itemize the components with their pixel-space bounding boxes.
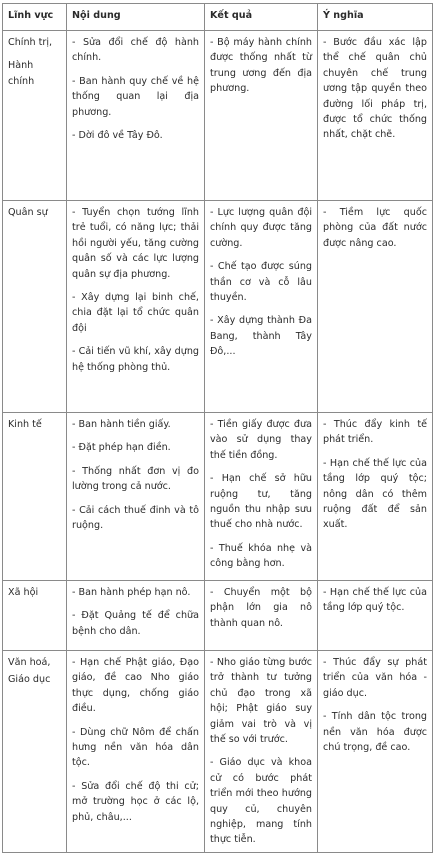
field-cell xyxy=(3,581,67,651)
result-item: - Chuyển một bộ phận lớn gia nô thành quan nô. xyxy=(210,587,312,629)
meaning-item: - Thúc đẩy kinh tế phát triển. xyxy=(323,419,427,446)
content-item: - Sửa đổi chế độ thi cử; mở trường học ở các lộ, phủ, châu,... xyxy=(72,780,199,823)
result-item: - Hạn chế sở hữu ruộng tư, tăng nguồn thu nhập sưu thuế cho nhà nước. xyxy=(210,473,312,531)
content-cell xyxy=(67,651,205,853)
meaning-cell xyxy=(318,31,433,201)
header-result: Kết quả xyxy=(205,4,318,31)
content-item: - Sửa đổi chế độ hành chính. xyxy=(72,37,199,64)
header-content: Nội dung xyxy=(67,4,205,31)
content-item: - Ban hành quy chế về hệ thống quan lại địa phương. xyxy=(72,75,199,118)
reform-table xyxy=(2,3,433,853)
result-item: - Nho giáo từng bước trở thành tư tưởng chủ đạo trong xã hội; Phật giáo suy giảm vai trò và vị thế so với trước. xyxy=(210,657,312,746)
table-row xyxy=(3,651,433,853)
result-item: - Lực lượng quân đội chính quy được tăng cường. xyxy=(210,207,312,249)
content-item: - Thống nhất đơn vị đo lường trong cả nước. xyxy=(72,465,199,493)
meaning-item: - Bước đầu xác lập thể chế quân chủ chuyên chế trung ương tập quyền theo đường lối pháp trị, được tổ chức thống nhất, chặt chẽ. xyxy=(323,37,427,141)
content-cell xyxy=(67,31,205,201)
meaning-item: - Thúc đẩy sự phát triển của văn hóa - giáo dục. xyxy=(323,657,427,699)
content-item: - Cải tiến vũ khí, xây dựng hệ thống phòng thủ. xyxy=(72,346,199,373)
field-cell xyxy=(3,201,67,413)
field-text: Giáo dục xyxy=(8,674,51,686)
content-item: - Tuyển chọn tướng lĩnh trẻ tuổi, có năng lực; thải hồi người yếu, tăng cường quân số và các lực lượng quân sự địa phương. xyxy=(72,207,199,280)
header-row xyxy=(3,4,433,31)
meaning-item: - Tiềm lực quốc phòng của đất nước được nâng cao. xyxy=(323,207,427,249)
content-cell xyxy=(67,413,205,581)
meaning-item: - Hạn chế thế lực của tầng lớp quý tộc; nông dân có thêm ruộng đất để sản xuất. xyxy=(323,457,427,531)
content-item: - Dùng chữ Nôm để chấn hưng nền văn hóa dân tộc. xyxy=(72,726,199,769)
result-cell xyxy=(205,581,318,651)
field-text: Kinh tế xyxy=(8,419,42,430)
content-item: - Hạn chế Phật giáo, Đạo giáo, đề cao Nho giáo thực dụng, chống giáo điều. xyxy=(72,657,199,715)
content-item: - Cải cách thuế đinh và tô ruộng. xyxy=(72,504,199,532)
field-text: Chính trị, xyxy=(8,37,53,48)
table-row xyxy=(3,413,433,581)
result-cell xyxy=(205,651,318,853)
result-item: - Giáo dục và khoa cử có bước phát triển mới theo hướng quy củ, chuyên nghiệp, mang tính thực tiễn. xyxy=(210,757,312,846)
content-item: - Đặt Quảng tế để chữa bệnh cho dân. xyxy=(72,610,199,637)
content-item: - Đặt phép hạn điền. xyxy=(72,442,171,454)
field-cell xyxy=(3,651,67,853)
field-cell xyxy=(3,413,67,581)
meaning-cell xyxy=(318,651,433,853)
result-cell xyxy=(205,201,318,413)
result-cell xyxy=(205,31,318,201)
table-row xyxy=(3,201,433,413)
meaning-cell xyxy=(318,201,433,413)
result-item: - Chế tạo được súng thần cơ và cỗ lâu thuyền. xyxy=(210,261,312,304)
field-text: Hành chính xyxy=(8,60,35,87)
content-cell xyxy=(67,581,205,651)
meaning-cell xyxy=(318,413,433,581)
meaning-cell xyxy=(318,581,433,651)
result-cell xyxy=(205,413,318,581)
result-item: - Xây dựng thành Đa Bang, thành Tây Đô,... xyxy=(210,315,312,358)
header-meaning: Ý nghĩa xyxy=(318,4,433,31)
header-field: Lĩnh vực xyxy=(3,4,67,31)
meaning-item: - Hạn chế thế lực của tầng lớp quý tộc. xyxy=(323,587,427,614)
field-text: Văn hoá, xyxy=(8,657,51,668)
field-text: Xã hội xyxy=(8,587,39,598)
content-item: - Ban hành tiền giấy. xyxy=(72,419,171,430)
field-cell xyxy=(3,31,67,201)
meaning-item: - Tính dân tộc trong nền văn hóa được chú trọng, đề cao. xyxy=(323,711,427,754)
table-row xyxy=(3,31,433,201)
content-item: - Xây dựng lại binh chế, chia đặt lại tổ chức quân đội xyxy=(72,292,199,334)
table-row xyxy=(3,581,433,651)
result-item: - Thuế khóa nhẹ và công bằng hơn. xyxy=(210,542,312,570)
content-item: - Ban hành phép hạn nô. xyxy=(72,587,191,598)
result-item: - Tiền giấy được đưa vào sử dụng thay thế tiền đồng. xyxy=(210,419,312,461)
content-item: - Dời đô về Tây Đô. xyxy=(72,130,163,142)
result-item: - Bộ máy hành chính được thống nhất từ trung ương đến địa phương. xyxy=(210,37,312,95)
content-cell xyxy=(67,201,205,413)
field-text: Quân sự xyxy=(8,207,48,218)
